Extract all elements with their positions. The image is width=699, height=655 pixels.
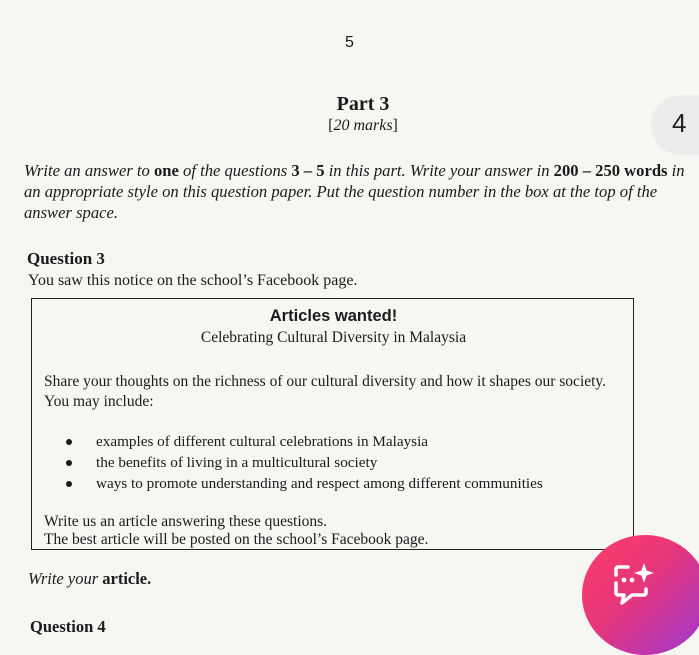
instructions: Write an answer to one of the questions 3 – 5 in this part. Write your answer in 200 – 250 words in an appropriate style on this question paper. Put the question number in the box at the top of the answer space. [24,161,685,222]
notice-subtitle: Celebrating Cultural Diversity in Malaysia [200,329,467,346]
ai-sparkle-scan-icon [610,561,656,607]
notice-bullet: the benefits of living in a multicultural society [66,452,543,473]
marks-label: [20 marks] [328,117,398,134]
ai-assist-button[interactable] [582,535,699,655]
notice-line-1: Share your thoughts on the richness of our cultural diversity and how it shapes our society. [44,373,607,390]
question-3-heading: Question 3 [27,249,105,268]
notice-title: Articles wanted! [269,307,398,325]
question-3-task: Write your article. [28,569,152,588]
page-number: 5 [345,34,354,51]
notice-closing-1: Write us an article answering these questions. [44,513,328,530]
notice-line-2: You may include: [44,393,154,410]
part-title: Part 3 [336,93,390,115]
notice-bullet: ways to promote understanding and respect among different communities [66,473,543,494]
question-3-intro: You saw this notice on the school’s Facebook page. [28,272,358,289]
side-page-number[interactable]: 4 [672,108,687,138]
notice-closing-2: The best article will be posted on the school’s Facebook page. [44,531,429,548]
notice-bullet-list [66,431,543,494]
question-4-heading: Question 4 [30,617,106,636]
notice-bullet: examples of different cultural celebrations in Malaysia [66,431,543,452]
notice-box [31,298,634,550]
